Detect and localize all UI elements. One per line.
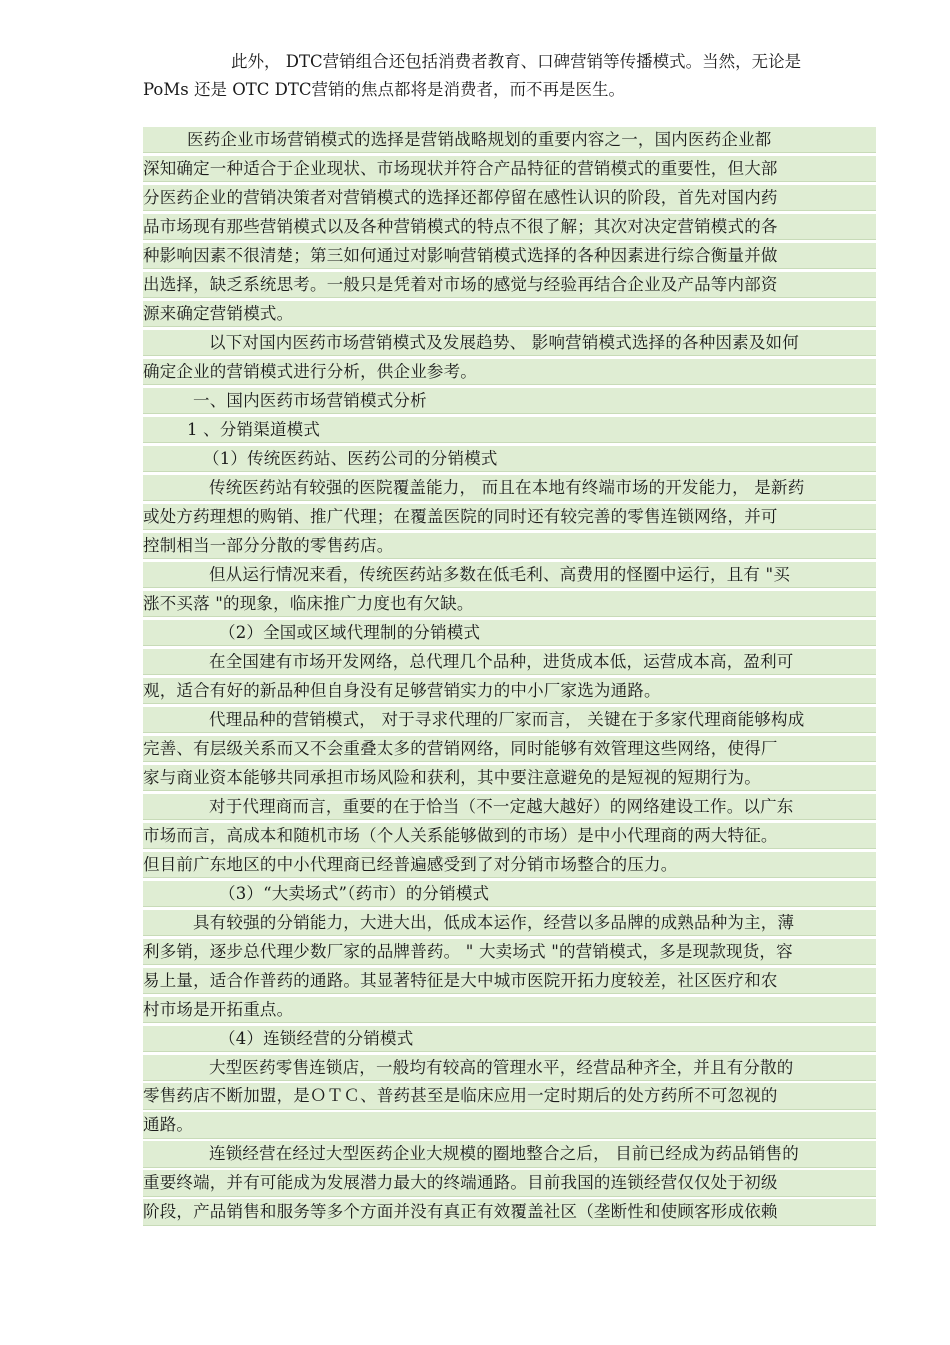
text-line: 深知确定一种适合于企业现状、市场现状并符合产品特征的营销模式的重要性，但大部 xyxy=(143,156,876,182)
text-line: 零售药店不断加盟，是ＯＴＣ、普药甚至是临床应用一定时期后的处方药所不可忽视的 xyxy=(143,1083,876,1109)
subsection-heading: 1 、分销渠道模式 xyxy=(143,417,876,443)
text-line: 易上量，适合作普药的通路。其显著特征是大中城市医院开拓力度较差，社区医疗和农 xyxy=(143,968,876,994)
text-line: 出选择，缺乏系统思考。一般只是凭着对市场的感觉与经验再结合企业及产品等内部资 xyxy=(143,272,876,298)
subsection-heading: （4）连锁经营的分销模式 xyxy=(143,1026,876,1052)
text-line: 重要终端，并有可能成为发展潜力最大的终端通路。目前我国的连锁经营仅仅处于初级 xyxy=(143,1170,876,1196)
text-line: 分医药企业的营销决策者对营销模式的选择还都停留在感性认识的阶段，首先对国内药 xyxy=(143,185,876,211)
subsection-heading: （2）全国或区域代理制的分销模式 xyxy=(143,620,876,646)
text-line: 确定企业的营销模式进行分析，供企业参考。 xyxy=(143,359,876,385)
text-line: 市场而言，高成本和随机市场（个人关系能够做到的市场）是中小代理商的两大特征。 xyxy=(143,823,876,849)
text-line: 涨不买落 "的现象，临床推广力度也有欠缺。 xyxy=(143,591,876,617)
text-line: 代理品种的营销模式， 对于寻求代理的厂家而言， 关键在于多家代理商能够构成 xyxy=(143,707,876,733)
text-line: 但目前广东地区的中小代理商已经普遍感受到了对分销市场整合的压力。 xyxy=(143,852,876,878)
text-line: 控制相当一部分分散的零售药店。 xyxy=(143,533,876,559)
intro-line-2: PoMs 还是 OTC DTC营销的焦点都将是消费者，而不再是医生。 xyxy=(143,80,625,99)
text-line: 对于代理商而言，重要的在于恰当（不一定越大越好）的网络建设工作。以广东 xyxy=(143,794,876,820)
highlighted-text-block xyxy=(143,127,876,1228)
intro-paragraph xyxy=(143,48,863,104)
text-line: 观，适合有好的新品种但自身没有足够营销实力的中小厂家选为通路。 xyxy=(143,678,876,704)
subsection-heading: （1）传统医药站、医药公司的分销模式 xyxy=(143,446,876,472)
text-line: 医药企业市场营销模式的选择是营销战略规划的重要内容之一，国内医药企业都 xyxy=(143,127,876,153)
text-line: 利多销，逐步总代理少数厂家的品牌普药。 " 大卖场式 "的营销模式，多是现款现货，容 xyxy=(143,939,876,965)
text-line: 传统医药站有较强的医院覆盖能力， 而且在本地有终端市场的开发能力， 是新药 xyxy=(143,475,876,501)
text-line: 在全国建有市场开发网络，总代理几个品种，进货成本低，运营成本高，盈利可 xyxy=(143,649,876,675)
text-line: 通路。 xyxy=(143,1112,876,1138)
text-line: 或处方药理想的购销、推广代理；在覆盖医院的同时还有较完善的零售连锁网络，并可 xyxy=(143,504,876,530)
text-line: 源来确定营销模式。 xyxy=(143,301,876,327)
text-line: 阶段，产品销售和服务等多个方面并没有真正有效覆盖社区（垄断性和使顾客形成依赖 xyxy=(143,1199,876,1225)
section-heading: 一、国内医药市场营销模式分析 xyxy=(143,388,876,414)
text-line: 具有较强的分销能力，大进大出，低成本运作，经营以多品牌的成熟品种为主，薄 xyxy=(143,910,876,936)
text-line: 完善、有层级关系而又不会重叠太多的营销网络，同时能够有效管理这些网络，使得厂 xyxy=(143,736,876,762)
text-line: 但从运行情况来看，传统医药站多数在低毛利、高费用的怪圈中运行，且有 "买 xyxy=(143,562,876,588)
text-line: 品市场现有那些营销模式以及各种营销模式的特点不很了解；其次对决定营销模式的各 xyxy=(143,214,876,240)
text-line: 村市场是开拓重点。 xyxy=(143,997,876,1023)
text-line: 种影响因素不很清楚；第三如何通过对影响营销模式选择的各种因素进行综合衡量并做 xyxy=(143,243,876,269)
intro-line-1: 此外， DTC营销组合还包括消费者教育、口碑营销等传播模式。当然，无论是 xyxy=(231,52,802,71)
text-line: 连锁经营在经过大型医药企业大规模的圈地整合之后， 目前已经成为药品销售的 xyxy=(143,1141,876,1167)
subsection-heading: （3）“大卖场式”（药市）的分销模式 xyxy=(143,881,876,907)
text-line: 以下对国内医药市场营销模式及发展趋势、 影响营销模式选择的各种因素及如何 xyxy=(143,330,876,356)
text-line: 家与商业资本能够共同承担市场风险和获利，其中要注意避免的是短视的短期行为。 xyxy=(143,765,876,791)
text-line: 大型医药零售连锁店，一般均有较高的管理水平，经营品种齐全，并且有分散的 xyxy=(143,1055,876,1081)
